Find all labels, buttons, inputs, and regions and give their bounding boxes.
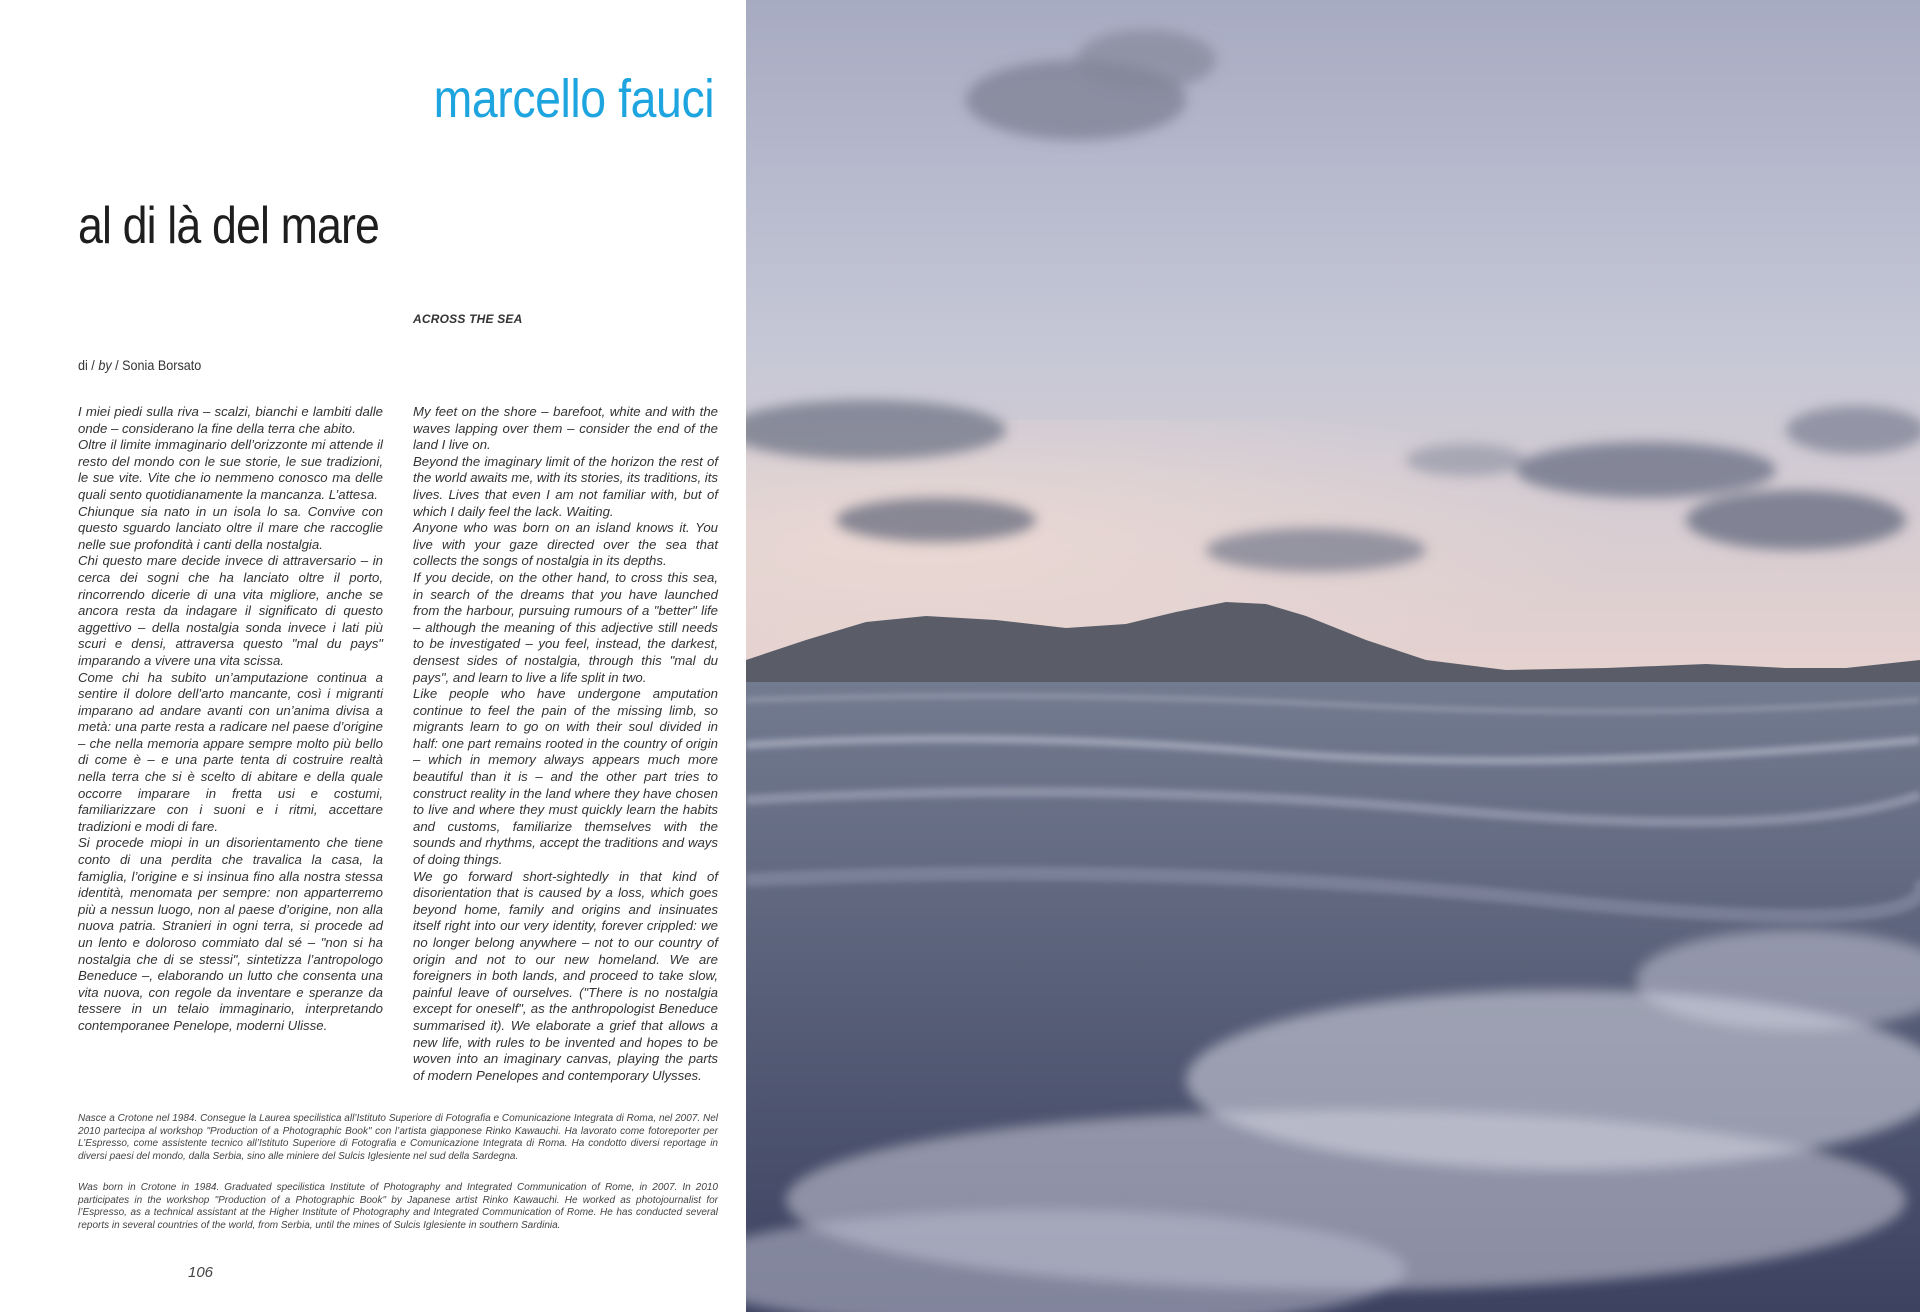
byline (78, 357, 201, 373)
left-page (0, 0, 746, 1312)
english-paragraph: My feet on the shore – barefoot, white and with the waves lapping over them – consider the end of the land I live on. (413, 404, 718, 453)
italian-paragraph: Si procede miopi in un disorientamento che tiene conto di una perdita che travalica la casa, la famiglia, l’origine e si insinua fino alla nostra stessa identità, menomata per sempre: non apparterremo più a nessun luogo, non al paese d’origine, non alla nuova patria. Stranieri in ogni terra, si procede ad un lento e doloroso commiato dal sé – "non si ha nostalgia che di se stessi", sintetizza l’antropologo Beneduce –, elaborando un lutto che consenta una vita nuova, con regole da inventare e speranze da tessere in un telaio immaginario, interpretando contemporanee Penelope, moderni Ulisse. (78, 835, 383, 1033)
cloud (836, 498, 1036, 542)
italian-biography: Nasce a Crotone nel 1984. Consegue la Laurea specilistica all’Istituto Superiore di Fotografia e Comunicazione Integrata di Roma, nel 2007. Nel 2010 partecipa al workshop "Production of a Photographic Book" con l’artista giapponese Rinko Kawauchi. Ha lavorato come fotoreporter per L’Espresso, come assistente tecnico all’Istituto Superiore di Fotografia e Comunicazione Integrata di Roma. Ha condotto diversi reportage in diversi paesi del mondo, dalla Serbia, sino alle miniere del Sulcis Iglesiente nel sud della Sardegna. (78, 1113, 718, 1162)
byline-author: / Sonia Borsato (111, 357, 202, 373)
english-paragraph: Anyone who was born on an island knows it. You live with your gaze directed over the sea that collects the songs of nostalgia in its depths. (413, 520, 718, 569)
photographer-name: marcello fauci (433, 69, 714, 129)
english-paragraph: We go forward short-sightedly in that kind of disorientation that is caused by a loss, which goes beyond home, family and origins and insinuates itself right into our very identity, forever crippled: we no longer belong anywhere – not to our country of origin and not to our new homeland. We are foreigners in both lands, and proceed to take slow, painful leave of ourselves. ("There is no nostalgia except for oneself", as the anthropologist Beneduce summarised it). We elaborate a grief that allows a new life, with rules to be invented and hopes to be woven into an imaginary canvas, playing the parts of modern Penelopes and contemporary Ulysses. (413, 868, 718, 1083)
italian-paragraph: Chi questo mare decide invece di attraversario – in cerca dei sogni che ha lanciato oltre il porto, rincorrendo dicerie di una vita migliore, anche se ancora resta da indagare il significato di questo aggettivo – della nostalgia sonda invece i lati più scuri e densi, attraversa questo "mal du pays" imparando a vivere una vita scissa. (78, 553, 383, 668)
cloud (1516, 442, 1776, 498)
cloud (1686, 490, 1906, 550)
english-text-column (413, 404, 718, 1084)
italian-text-column (78, 404, 383, 1035)
cloud (1786, 406, 1920, 454)
byline-by: by (98, 357, 112, 373)
page-number: 106 (188, 1264, 214, 1281)
article-title: al di là del mare (78, 197, 380, 255)
english-paragraph: If you decide, on the other hand, to cross this sea, in search of the dreams that you have launched from the harbour, pursuing rumours of a "better" life – although the meaning of this adjective still needs to be investigated – you feel, instead, the darkest, densest sides of nostalgia, through this "mal du pays", and learn to live a life split in two. (413, 569, 718, 685)
italian-paragraph: Come chi ha subito un’amputazione continua a sentire il dolore dell’arto mancante, così i migranti imparano ad andare avanti con un’anima divisa a metà: una parte resta a radicare nel paese d’origine – che nella memoria appare sempre molto più bello di come è – e una parte tenta di costruire realtà nella terra che si è scelto di abitare e della quale occorre imparare in fretta usi e costumi, familiarizzare con i suoni e i ritmi, accettare tradizioni e modi di fare. (78, 669, 383, 834)
cloud (1406, 444, 1526, 476)
italian-paragraph: Chiunque sia nato in un isola lo sa. Convive con questo sguardo lanciato oltre il mare che raccoglie nelle sue profondità i canti della nostalgia. (78, 503, 383, 552)
italian-paragraph: I miei piedi sulla riva – scalzi, bianchi e lambiti dalle onde – considerano la fine della terra che abito. (78, 404, 383, 436)
english-title: ACROSS THE SEA (413, 312, 523, 326)
cloud (1076, 30, 1216, 90)
english-biography: Was born in Crotone in 1984. Graduated specilistica Institute of Photography and Integrated Communication of Rome, in 2007. In 2010 participates in the workshop "Production of a Photographic Book" by Japanese artist Rinko Kawauchi. He worked as photojournalist for l’Espresso, as a technical assistant at the Higher Institute of Photography and Integrated Communication of Rome. He has conducted several reports in several countries of the world, from Serbia, until the mines of Sulcis Iglesiente in southern Sardinia. (78, 1182, 718, 1231)
italian-paragraph: Oltre il limite immaginario dell’orizzonte mi attende il resto del mondo con le sue storie, le sue tradizioni, le sue vite. Vite che io nemmeno conosco ma delle quali sento quotidianamente la mancanza. L’attesa. (78, 437, 383, 502)
seascape-photo (746, 0, 1920, 1312)
byline-prefix: di / (78, 357, 99, 373)
cloud (1206, 528, 1426, 572)
english-paragraph: Like people who have undergone amputation continue to feel the pain of the missing limb, so migrants learn to go on with their soul divided in half: one part remains rooted in the country of origin – which in memory always appears much more beautiful than it is – and the other part tries to construct reality in the land where they have chosen to live and where they must quickly learn the habits and customs, familiarize themselves with the sounds and rhythms, accept the traditions and ways of doing things. (413, 686, 718, 868)
english-paragraph: Beyond the imaginary limit of the horizon the rest of the world awaits me, with its stories, its traditions, its lives. Lives that even I am not familiar with, but of which I daily feel the lack. Waiting. (413, 453, 718, 519)
